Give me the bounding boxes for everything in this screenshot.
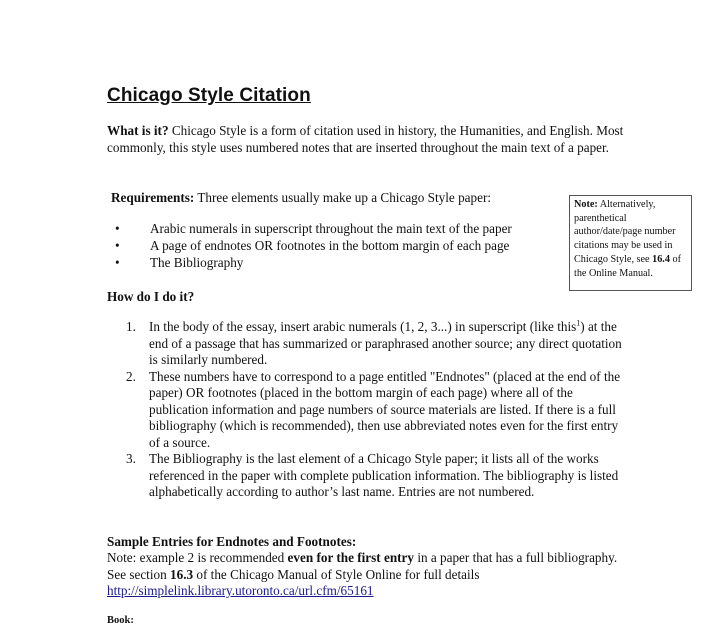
step-number: 3. [126,451,136,466]
steps-list [126,319,626,501]
note-label: Note: [574,199,598,210]
list-item [115,220,512,237]
requirements-list [115,220,512,271]
list-item [126,319,626,369]
note-section: 16.4 [652,253,670,265]
step-text: In the body of the essay, insert arabic numerals (1, 2, 3...) in superscript (like this$^1$) at the end of a passage that has summarized or paraphrased another source; any direct quotation is similarly numbered. [149,318,622,367]
step-text: These numbers have to correspond to a page entitled "Endnotes" (placed at the end of the paper) OR footnotes (placed in the bottom margin of each page) where all of the publication information and page numbers of source materials are listed. If there is a full bibliography (which is recommended), then use abbreviated notes even for the first entry of a source. [149,368,621,450]
manual-link[interactable]: http://simplelink.library.utoronto.ca/url.cfm/65161 [107,583,374,598]
list-item-text: A page of endnotes OR footnotes in the bottom margin of each page [150,238,510,253]
note-text-a: Alternatively, parenthetical author/date/page number citations may be used in Chicago Style, see [574,199,676,265]
intro-label: What is it? [107,123,169,138]
intro-paragraph [107,122,627,156]
list-item-text: The Bibliography [150,255,244,270]
step-number: 1. [126,319,136,334]
list-item [115,237,512,254]
requirements-line [111,189,561,206]
step-number: 2. [126,368,136,384]
requirements-text: Three elements usually make up a Chicago Style paper: [194,190,492,205]
requirements-label: Requirements: [111,190,195,205]
note-text-b: of the Online Manual. [574,253,681,279]
list-item [115,254,512,271]
samples-note: Note: example 2 is recommended even for the first entry in a paper that has a full bibliography. See section 16.3 of the Chicago Manual of Style Online for full details [107,550,618,582]
intro-text: Chicago Style is a form of citation used in history, the Humanities, and English. Most commonly, this style uses numbered notes that are inserted throughout the main text of a paper. [107,123,624,155]
bullet-icon: • [115,221,120,236]
samples-section: 16.3 [170,567,194,582]
list-item [126,369,626,452]
superscript-number: 1 [576,318,581,328]
note-box [569,195,692,291]
samples-note-bold: even for the first entry [287,550,415,565]
book-label: Book: [107,615,134,626]
bullet-icon: • [115,238,120,253]
bullet-icon: • [115,255,120,270]
samples-heading: Sample Entries for Endnotes and Footnotes: [107,534,357,549]
list-item-text: Arabic numerals in superscript throughout the main text of the paper [150,221,512,236]
list-item [126,451,626,501]
step-text: The Bibliography is the last element of a Chicago Style paper; it lists all of the works referenced in the paper with complete publication information. The bibliography is listed alphabetically according to author’s last name. Entries are not numbered. [149,451,619,499]
howto-heading: How do I do it? [107,289,195,304]
page-title: Chicago Style Citation [107,85,311,106]
